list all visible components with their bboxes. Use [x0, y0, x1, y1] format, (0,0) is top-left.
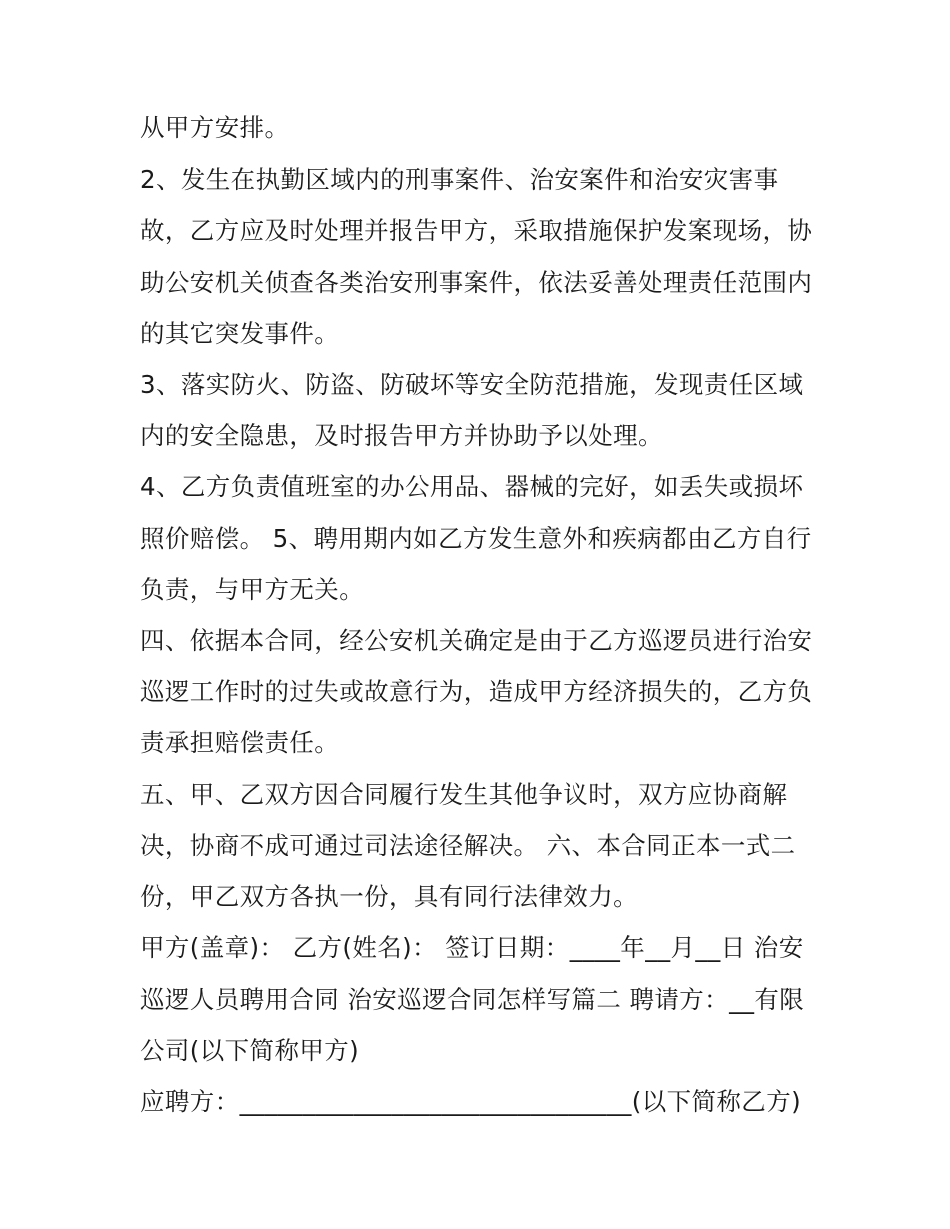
text-line: 2、发生在执勤区域内的刑事案件、治安案件和治安灾害事	[140, 165, 779, 194]
text-line: 助公安机关侦查各类治安刑事案件，依法妥善处理责任范围内	[140, 268, 813, 297]
text-line: 五、甲、乙双方因合同履行发生其他争议时，双方应协商解	[140, 780, 788, 809]
text-line: 份，甲乙双方各执一份，具有同行法律效力。	[140, 882, 638, 911]
text-line: 内的安全隐患，及时报告甲方并协助予以处理。	[140, 421, 663, 450]
text-line: 责承担赔偿责任。	[140, 728, 340, 757]
text-line: 四、依据本合同，经公安机关确定是由于乙方巡逻员进行治安	[140, 626, 813, 655]
text-line: 巡逻工作时的过失或故意行为，造成甲方经济损失的，乙方负	[140, 677, 813, 706]
text-line: 甲方(盖章)： 乙方(姓名)： 签订日期：____年__月__日 治安	[140, 933, 804, 962]
text-line: 3、落实防火、防盗、防破坏等安全防范措施，发现责任区域	[140, 370, 804, 399]
text-line: 巡逻人员聘用合同 治安巡逻合同怎样写篇二 聘请方：__有限	[140, 985, 805, 1014]
text-line: 从甲方安排。	[140, 113, 290, 142]
text-line: 负责，与甲方无关。	[140, 575, 365, 604]
text-line: 决，协商不成可通过司法途径解决。 六、本合同正本一式二	[140, 831, 796, 860]
text-line: 照价赔偿。 5、聘用期内如乙方发生意外和疾病都由乙方自行	[140, 524, 812, 553]
text-line: 应聘方：_______________________________(以下简称乙方)	[140, 1087, 802, 1116]
text-line: 公司(以下简称甲方)	[140, 1036, 360, 1065]
text-line: 的其它突发事件。	[140, 319, 340, 348]
text-line: 4、乙方负责值班室的办公用品、器械的完好，如丢失或损坏	[140, 472, 804, 501]
text-line: 故，乙方应及时处理并报告甲方，采取措施保护发案现场，协	[140, 216, 813, 245]
